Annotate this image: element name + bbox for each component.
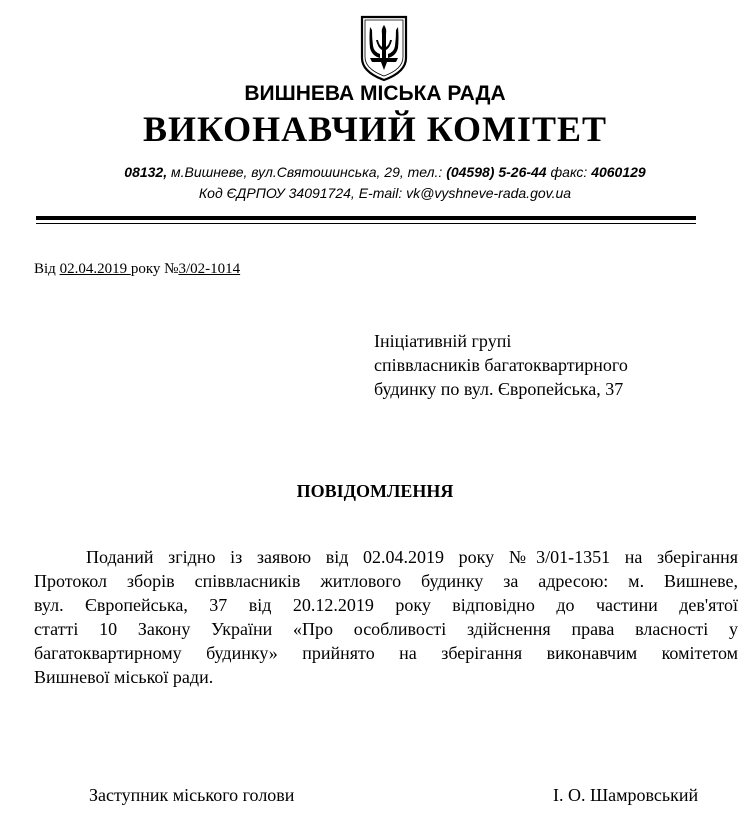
body-line: багатоквартирному будинку» прийнято на зберігання виконавчим комітетом [34,643,738,663]
addressee-line: Ініціативній групі [374,331,512,351]
postcode: 08132, [124,164,168,180]
addressee-block [374,329,628,401]
body-line: Поданий згідно із заявою від 02.04.2019 року №3/01-1351 на зберігання [86,547,738,567]
ref-year-word: року № [130,261,179,277]
ukrainian-trident-emblem-icon [358,14,410,82]
outgoing-reference [34,261,240,278]
council-name: ВИШНЕВА МІСЬКА РАДА [244,82,506,105]
contact-line-address [10,164,750,180]
header-divider-thick [36,216,696,220]
body-line: вул. Європейська, 37 від 20.12.2019 року відповідно до частини дев'ятої [34,595,738,615]
contact-line-code-email: Код ЄДРПОУ 34091724, E-mail: vk@vyshneve-rada.gov.ua [198,185,572,201]
notice-body [34,545,738,689]
phone: (04598) 5-26-44 [446,164,547,180]
ref-number: 3/02-1014 [178,261,241,277]
fax-label: факс: [546,164,592,180]
fax: 4060129 [591,164,646,180]
document-heading: ПОВІДОМЛЕННЯ [296,481,454,501]
address: м.Вишневе, вул.Святошинська, 29, тел.: [167,164,447,180]
addressee-line: співвласників багатоквартирного [374,355,628,375]
signatory-name: І. О. Шамровський [553,785,699,805]
signatory-role: Заступник міського голови [89,785,295,805]
header-divider-thin [36,223,696,224]
addressee-line: будинку по вул. Європейська, 37 [374,379,624,399]
body-line: Вишневої міської ради. [34,667,214,687]
committee-name: ВИКОНАВЧИЙ КОМІТЕТ [142,109,608,149]
ref-date: 02.04.2019 [59,261,131,277]
ref-from: Від [34,261,60,277]
body-line: статті 10 Закону України «Про особливості здійснення права власності у [34,619,738,639]
body-line: Протокол зборів співвласників житлового будинку за адресою: м. Вишневе, [34,571,738,591]
